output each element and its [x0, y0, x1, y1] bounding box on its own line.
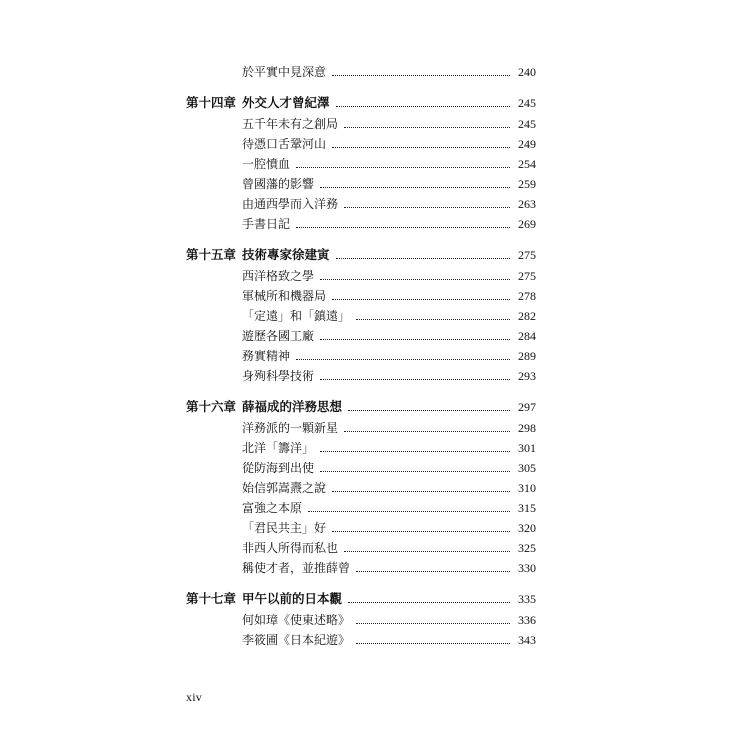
dot-leader: [332, 74, 510, 76]
dot-leader: [320, 186, 510, 188]
chapter-number: 第十七章: [186, 591, 237, 606]
page-number: 298: [518, 421, 536, 435]
dot-leader: [320, 378, 510, 380]
page-folio: xiv: [186, 690, 202, 704]
section-title: 五千年未有之創局: [242, 117, 339, 131]
page-number: 240: [518, 65, 536, 79]
section-title: 洋務派的一顆新星: [242, 421, 339, 435]
page-number: 336: [518, 613, 536, 627]
page-number: 297: [518, 400, 536, 414]
dot-leader: [348, 601, 510, 603]
page-number: 284: [518, 329, 536, 343]
page-number: 305: [518, 461, 536, 475]
table-of-contents: [186, 62, 536, 650]
dot-leader: [332, 530, 510, 532]
toc-section-row: [186, 418, 536, 438]
toc-section-row: [186, 538, 536, 558]
toc-section-row: [186, 266, 536, 286]
dot-leader: [308, 510, 510, 512]
dot-leader: [356, 570, 510, 572]
section-title: 於平實中見深意: [242, 65, 327, 79]
section-title: 軍械所和機器局: [242, 289, 327, 303]
dot-leader: [356, 642, 510, 644]
section-title: 西洋格致之學: [242, 269, 315, 283]
section-title: 遊歷各國工廠: [242, 329, 315, 343]
page-number: 325: [518, 541, 536, 555]
section-title: 從防海到出使: [242, 461, 315, 475]
page-number: 289: [518, 349, 536, 363]
toc-section-row: [186, 174, 536, 194]
toc-section-row: [186, 498, 536, 518]
chapter-number: 第十四章: [186, 95, 237, 110]
toc-section-row: [186, 458, 536, 478]
toc-section-row: [186, 326, 536, 346]
section-title: 「定遠」和「鎮遠」: [242, 309, 351, 323]
toc-section-row: [186, 154, 536, 174]
dot-leader: [344, 550, 510, 552]
dot-leader: [332, 146, 510, 148]
chapter-number: 第十六章: [186, 399, 237, 414]
section-title: 務實精神: [242, 349, 291, 363]
toc-section-row: [186, 62, 536, 82]
chapter-number: 第十五章: [186, 247, 237, 262]
section-title: 由通西學而入洋務: [242, 197, 339, 211]
chapter-title: 外交人才曾紀澤: [242, 95, 330, 110]
page-number: 330: [518, 561, 536, 575]
section-title: 非西人所得而私也: [242, 541, 339, 555]
toc-section-row: [186, 630, 536, 650]
page-number: 293: [518, 369, 536, 383]
page-number: 282: [518, 309, 536, 323]
dot-leader: [344, 126, 510, 128]
toc-section-row: [186, 194, 536, 214]
dot-leader: [344, 206, 510, 208]
dot-leader: [332, 490, 510, 492]
toc-section-row: [186, 214, 536, 234]
dot-leader: [296, 226, 510, 228]
page-number: 343: [518, 633, 536, 647]
section-title: 稱使才者，並推薛曾: [242, 561, 351, 575]
dot-leader: [356, 622, 510, 624]
page-number: 320: [518, 521, 536, 535]
toc-section-row: [186, 306, 536, 326]
chapter-title: 甲午以前的日本觀: [242, 591, 343, 606]
toc-section-row: [186, 134, 536, 154]
page-number: 275: [518, 248, 536, 262]
dot-leader: [320, 278, 510, 280]
page-number: 315: [518, 501, 536, 515]
chapter-title: 技術專家徐建寅: [242, 247, 330, 262]
toc-section-row: [186, 610, 536, 630]
page-number: 245: [518, 96, 536, 110]
page-number: 254: [518, 157, 536, 171]
section-title: 始信郭嵩燾之說: [242, 481, 327, 495]
chapter-title: 薛福成的洋務思想: [242, 399, 343, 414]
toc-section-row: [186, 518, 536, 538]
toc-chapter-row: [186, 588, 536, 610]
toc-section-row: [186, 438, 536, 458]
page-number: 310: [518, 481, 536, 495]
dot-leader: [336, 105, 510, 107]
section-title: 富強之本原: [242, 501, 303, 515]
toc-section-row: [186, 346, 536, 366]
section-title: 北洋「籌洋」: [242, 441, 315, 455]
page-number: 259: [518, 177, 536, 191]
section-title: 曾國藩的影響: [242, 177, 315, 191]
dot-leader: [296, 358, 510, 360]
dot-leader: [320, 470, 510, 472]
dot-leader: [296, 166, 510, 168]
dot-leader: [320, 338, 510, 340]
toc-section-row: [186, 558, 536, 578]
section-title: 一腔憤血: [242, 157, 291, 171]
page-number: 301: [518, 441, 536, 455]
dot-leader: [344, 430, 510, 432]
dot-leader: [320, 450, 510, 452]
toc-chapter-row: [186, 244, 536, 266]
dot-leader: [348, 409, 510, 411]
toc-section-row: [186, 478, 536, 498]
section-title: 何如璋《使東述略》: [242, 613, 351, 627]
section-title: 身殉科學技術: [242, 369, 315, 383]
dot-leader: [336, 257, 510, 259]
toc-chapter-row: [186, 92, 536, 114]
page-number: 275: [518, 269, 536, 283]
section-title: 李筱圃《日本紀遊》: [242, 633, 351, 647]
section-title: 待憑口舌鞏河山: [242, 137, 327, 151]
dot-leader: [356, 318, 510, 320]
page-number: 245: [518, 117, 536, 131]
toc-section-row: [186, 366, 536, 386]
toc-section-row: [186, 286, 536, 306]
page-number: 335: [518, 592, 536, 606]
toc-section-row: [186, 114, 536, 134]
page-number: 249: [518, 137, 536, 151]
page-number: 263: [518, 197, 536, 211]
dot-leader: [332, 298, 510, 300]
toc-chapter-row: [186, 396, 536, 418]
section-title: 手書日記: [242, 217, 291, 231]
section-title: 「君民共主」好: [242, 521, 327, 535]
page-number: 269: [518, 217, 536, 231]
page-number: 278: [518, 289, 536, 303]
